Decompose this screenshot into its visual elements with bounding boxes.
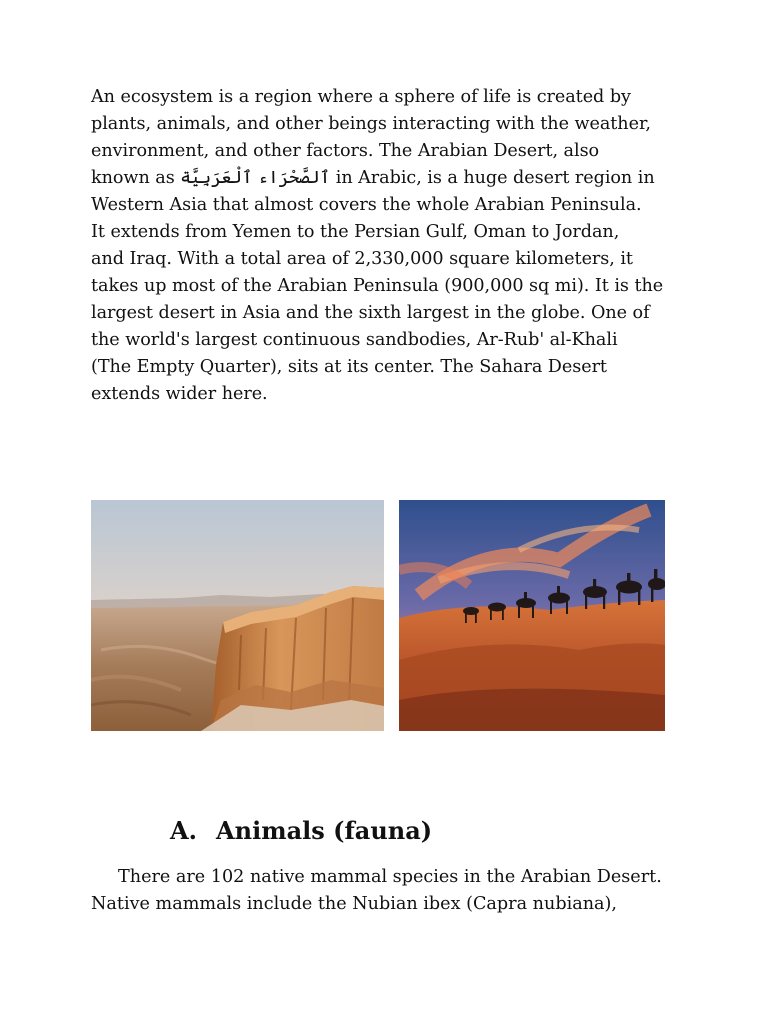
section-number: A. — [170, 816, 197, 845]
desert-cliff-photo — [91, 500, 384, 731]
fauna-line: Native mammals include the Nubian ibex (Capra nubiana), — [91, 894, 617, 914]
desert-cliff-image — [91, 500, 384, 731]
intro-line: largest desert in Asia and the sixth largest in the globe. One of — [91, 303, 650, 323]
intro-line: known as ٱلصَّحْرَاء ٱلْعَرَبِيَّة in Arabic, is a huge desert region in — [91, 168, 655, 188]
intro-line: plants, animals, and other beings interacting with the weather, — [91, 114, 651, 134]
camel-caravan-photo — [399, 500, 665, 731]
intro-line: environment, and other factors. The Arabian Desert, also — [91, 141, 600, 161]
intro-line: extends wider here. — [91, 384, 268, 404]
intro-line: takes up most of the Arabian Peninsula (900,000 sq mi). It is the — [91, 276, 664, 296]
intro-line: (The Empty Quarter), sits at its center. The Sahara Desert — [91, 357, 607, 377]
camel-caravan-image — [399, 500, 665, 731]
intro-line: An ecosystem is a region where a sphere of life is created by — [91, 87, 631, 107]
fauna-line: There are 102 native mammal species in the Arabian Desert. — [118, 867, 662, 887]
intro-line: Western Asia that almost covers the whole Arabian Peninsula. — [91, 195, 642, 215]
intro-line: and Iraq. With a total area of 2,330,000 square kilometers, it — [91, 249, 633, 269]
section-title: Animals (fauna) — [216, 816, 433, 845]
intro-line: the world's largest continuous sandbodies, Ar-Rub' al-Khali — [91, 330, 618, 350]
section-heading — [170, 813, 432, 849]
fauna-paragraph — [91, 864, 691, 918]
intro-paragraph — [91, 84, 681, 408]
intro-line: It extends from Yemen to the Persian Gulf, Oman to Jordan, — [91, 222, 620, 242]
